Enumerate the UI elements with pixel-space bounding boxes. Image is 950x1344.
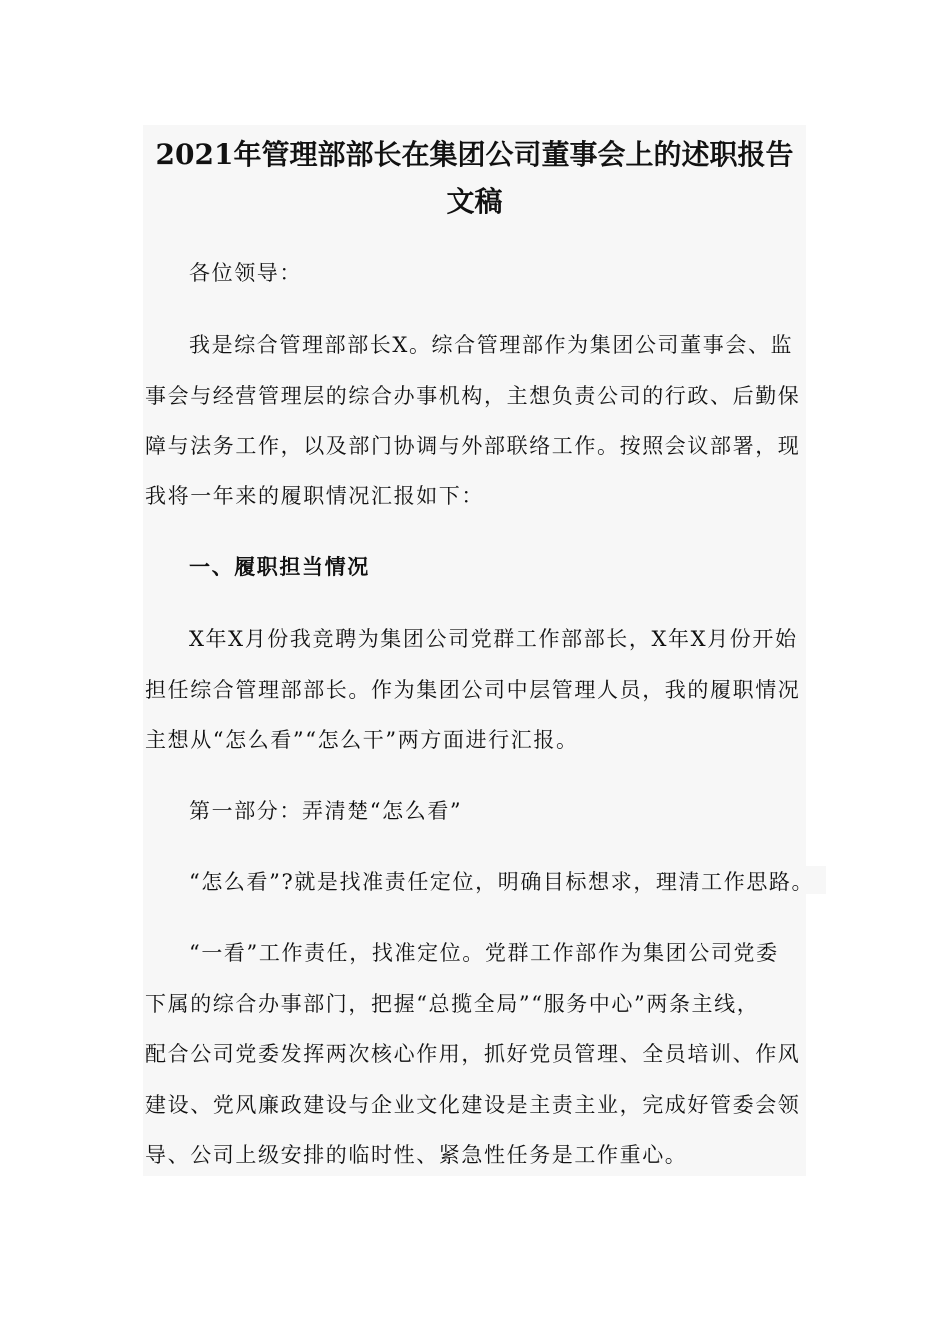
paragraph-2-line-1: X年X月份我竞聘为集团公司党群工作部部长，X年X月份开始 <box>189 627 798 651</box>
paragraph-4-line-5: 导、公司上级安排的临时性、紧急性任务是工作重心。 <box>145 1143 688 1167</box>
paragraph-1-line-1: 我是综合管理部部长X。综合管理部作为集团公司董事会、监 <box>189 333 794 357</box>
paragraph-1-line-2: 事会与经营管理层的综合办事机构，主想负责公司的行政、后勤保 <box>145 384 801 408</box>
paragraph-4-line-4: 建设、党风廉政建设与企业文化建设是主责主业，完成好管委会领 <box>145 1093 801 1117</box>
paragraph-4-line-3: 配合公司党委发挥两次核心作用，抓好党员管理、全员培训、作风 <box>145 1042 801 1066</box>
paragraph-2-line-2: 担任综合管理部部长。作为集团公司中层管理人员，我的履职情况 <box>145 678 801 702</box>
document-title-line-2: 文稿 <box>446 185 503 218</box>
paragraph-1-line-4: 我将一年来的履职情况汇报如下： <box>145 484 484 508</box>
salutation: 各位领导： <box>189 261 302 285</box>
paragraph-4-line-2: 下属的综合办事部门，把握“总揽全局”“服务中心”两条主线， <box>145 992 760 1016</box>
section-heading-1: 一、履职担当情况 <box>189 555 370 579</box>
document-title-line-1: 2021年管理部部长在集团公司董事会上的述职报告 <box>155 138 794 171</box>
paragraph-2-line-3: 主想从“怎么看”“怎么干”两方面进行汇报。 <box>145 728 579 752</box>
paragraph-4-line-1: “一看”工作责任，找准定位。党群工作部作为集团公司党委 <box>189 941 779 965</box>
part-1-heading: 第一部分：弄清楚“怎么看” <box>189 799 463 823</box>
paragraph-1-line-3: 障与法务工作，以及部门协调与外部联络工作。按照会议部署，现 <box>145 434 801 458</box>
paragraph-3: “怎么看”?就是找准责任定位，明确目标想求，理清工作思路。 <box>189 870 815 894</box>
